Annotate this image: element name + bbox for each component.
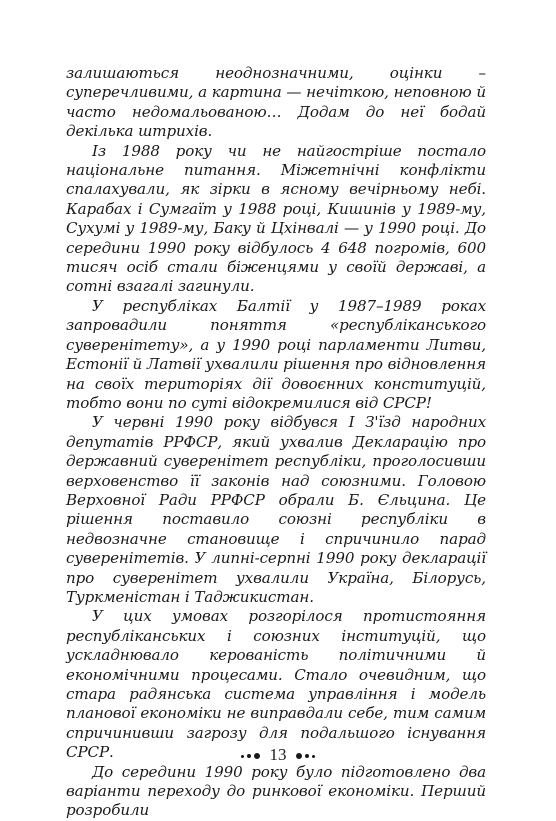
paragraph-baltic-republics: У республіках Балтії у 1987–1989 роках запровадили поняття «республіканського суверенітету», а у 1990 році парламенти Литви, Естонії й Латвії ухвалили рішення про відновлення на своїх територіях дії довоєнних конституцій, тобто вони по суті відокремилися від СРСР! bbox=[66, 296, 486, 412]
paragraph-continuation: залишаються неоднозначними, оцінки – суперечливими, а картина — нечіткою, неповною й часто недомальованою… Додам до неї бодай декілька штрихів. bbox=[66, 64, 486, 141]
left-dots-ornament bbox=[239, 745, 261, 765]
page-number: 13 bbox=[269, 745, 287, 765]
paragraph-national-question: Із 1988 року чи не найгостріше постало національне питання. Міжетнічні конфлікти спалахували, як зірки в ясному вечірньому небі. Карабах і Сумгаїт у 1988 році, Кишинів у 1989-му, Сухумі у 1989-му, Баку й Цхінвалі — у 1990 році. До середини 1990 року відбулось 4 648 погромів, 600 тисяч осіб стали біженцями у своїй державі, а сотні взагалі загинули. bbox=[66, 141, 486, 296]
right-dots-ornament bbox=[295, 745, 317, 765]
paragraph-market-transition: До середини 1990 року було підготовлено два варіанти переходу до ринкової економіки. Перший розробили bbox=[66, 762, 486, 820]
paragraph-rsfsr-congress: У червні 1990 року відбувся І З'їзд народних депутатів РРФСР, який ухвалив Декларацію про державний суверенітет республіки, проголосивши верховенство її законів над союзними. Головою Верховної Ради РРФСР обрали Б. Єльцина. Це рішення поставило союзні республіки в недвозначне становище і спричинило парад суверенітетів. У липні-серпні 1990 року декларації про суверенітет ухвалили Україна, Білорусь, Туркменістан і Таджикистан. bbox=[66, 413, 486, 606]
paragraph-institutional-conflict: У цих умовах розгорілося протистояння республіканських і союзних інституцій, що ускладнювало керованість політичними й економічними процесами. Стало очевидним, що стара радянська система управління і модель планової економіки не виправдали себе, тим самим спричинивши загрозу для подальшого існування СРСР. bbox=[66, 607, 486, 762]
body-text bbox=[66, 64, 486, 821]
page-footer bbox=[0, 744, 556, 765]
